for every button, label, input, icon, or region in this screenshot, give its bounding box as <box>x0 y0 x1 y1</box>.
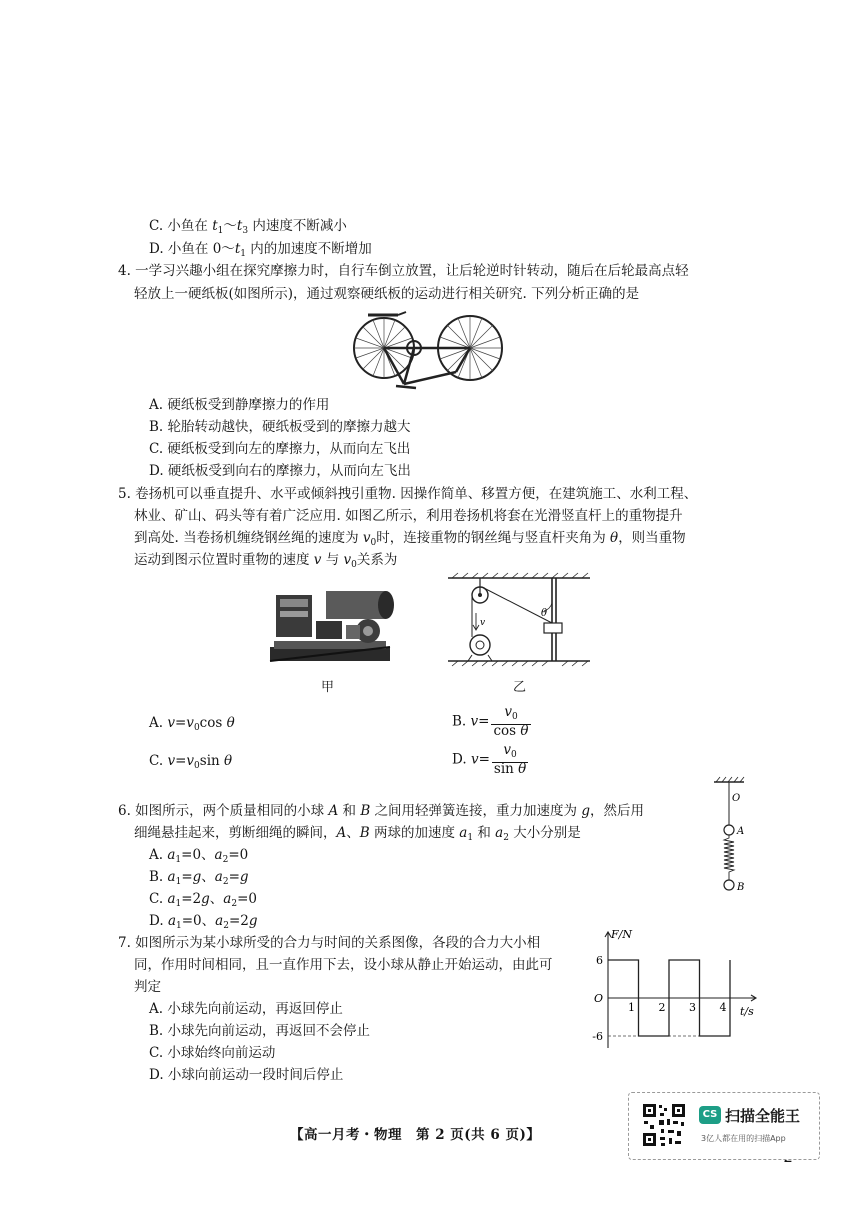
q4-option-b: B. 轮胎转动越快，硬纸板受到的摩擦力越大 <box>149 419 411 435</box>
scanner-brand: 扫描全能王 <box>725 1107 801 1125</box>
q6-option-a: A. $a_1=0$、$a_2=0$ <box>149 847 249 865</box>
page-footer: 【高一月考・物理 第 2 页(共 6 页)】 <box>290 1127 541 1143</box>
q5-option-a: A. $v=v_0\cos$ θ <box>149 715 235 733</box>
q4-option-c: C. 硬纸板受到向左的摩擦力，从而向左飞出 <box>149 441 411 457</box>
q5-option-c: C. $v=v_0\sin$ θ <box>149 753 233 771</box>
qr-code-icon <box>641 1102 687 1148</box>
scanner-watermark <box>628 1092 820 1160</box>
q7-option-c: C. 小球始终向前运动 <box>149 1045 276 1061</box>
q5-option-d: D. v= $\frac{v_0}{\text{sin θ}}$ <box>452 742 527 777</box>
q6-option-d: D. $a_1=0$、$a_2=2g$ <box>149 913 258 931</box>
fig-label-a: A <box>737 826 745 837</box>
q4-option-d: D. 硬纸板受到向右的摩擦力，从而向左飞出 <box>149 463 411 479</box>
fig-v0-label: v <box>480 618 486 628</box>
y-tick-label: 6 <box>596 954 603 967</box>
scanner-tagline: 3亿人都在用的扫描App <box>701 1134 786 1143</box>
q7-stem-line3: 判定 <box>134 979 161 995</box>
force-time-chart <box>586 926 766 1056</box>
bicycle-figure <box>346 308 510 392</box>
q7-option-b: B. 小球先向前运动，再返回不会停止 <box>149 1023 371 1039</box>
q5-stem-line3: 到高处. 当卷扬机缠绕钢丝绳的速度为 $v_0$时，连接重物的钢丝绳与竖直杆夹角为 θ，则当重物 <box>134 530 686 548</box>
fig-label-o: O <box>732 793 741 804</box>
winch-photo <box>268 585 398 667</box>
q6-option-b: B. $a_1=g$、$a_2=g$ <box>149 869 249 887</box>
q6-option-c: C. $a_1=2g$、$a_2=0$ <box>149 891 257 909</box>
x-tick-label: 1 <box>628 1001 635 1014</box>
q3-option-c: C. 小鱼在 $t_1\sim t_3$ 内速度不断减小 <box>149 218 347 236</box>
y-axis-label: F/N <box>611 928 632 941</box>
x-tick-label: 3 <box>689 1001 696 1014</box>
q4-stem-line2: 轻放上一硬纸板(如图所示)，通过观察硬纸板的运动进行相关研究. 下列分析正确的是 <box>134 286 640 302</box>
q4-option-a: A. 硬纸板受到静摩擦力的作用 <box>149 397 330 413</box>
spring-figure <box>704 776 754 896</box>
origin-label: O <box>593 992 603 1005</box>
q5-stem-line4: 运动到图示位置时重物的速度 v 与 $v_0$关系为 <box>134 552 398 570</box>
q5-option-b: B. v= $\frac{v_0}{\text{cos θ}}$ <box>452 704 529 739</box>
q5-stem-line2: 林业、矿山、码头等有着广泛应用. 如图乙所示，利用卷扬机将套在光滑竖直杆上的重物提升 <box>134 508 683 524</box>
q6-stem-line2: 细绳悬挂起来，剪断细绳的瞬间，A、B 两球的加速度 $a_1$ 和 $a_2$ 大小分别是 <box>134 825 581 843</box>
pulley-diagram <box>446 573 592 673</box>
x-tick-label: 2 <box>658 1001 666 1014</box>
fig-caption-right: 乙 <box>513 680 527 695</box>
q4-stem-line1: 4. 一学习兴趣小组在探究摩擦力时，自行车倒立放置，让后轮逆时针转动，随后在后轮最高点轻 <box>118 263 689 279</box>
q7-stem-line2: 同，作用时间相同，且一直作用下去，设小球从静止开始运动，由此可 <box>134 957 553 973</box>
scanner-logo-badge: CS <box>699 1106 721 1124</box>
x-tick-label: 4 <box>719 1001 727 1014</box>
q5-stem-line1: 5. 卷扬机可以垂直提升、水平或倾斜拽引重物. 因操作简单、移置方便，在建筑施工、水利工程、 <box>118 486 698 502</box>
x-axis-label: t/s <box>740 1005 754 1018</box>
q7-option-d: D. 小球向前运动一段时间后停止 <box>149 1067 344 1083</box>
q6-stem-line1: 6. 如图所示，两个质量相同的小球 A 和 B 之间用轻弹簧连接，重力加速度为 g，然后用 <box>118 803 644 819</box>
fig-caption-left: 甲 <box>321 680 335 695</box>
q7-option-a: A. 小球先向前运动，再返回停止 <box>149 1001 343 1017</box>
q7-stem-line1: 7. 如图所示为某小球所受的合力与时间的关系图像，各段的合力大小相 <box>118 935 541 951</box>
fig-label-b: B <box>737 882 745 893</box>
y-tick-label: -6 <box>592 1030 603 1043</box>
fig-theta-label: θ <box>541 608 548 619</box>
q3-option-d: D. 小鱼在 $0\sim t_1$ 内的加速度不断增加 <box>149 241 372 259</box>
